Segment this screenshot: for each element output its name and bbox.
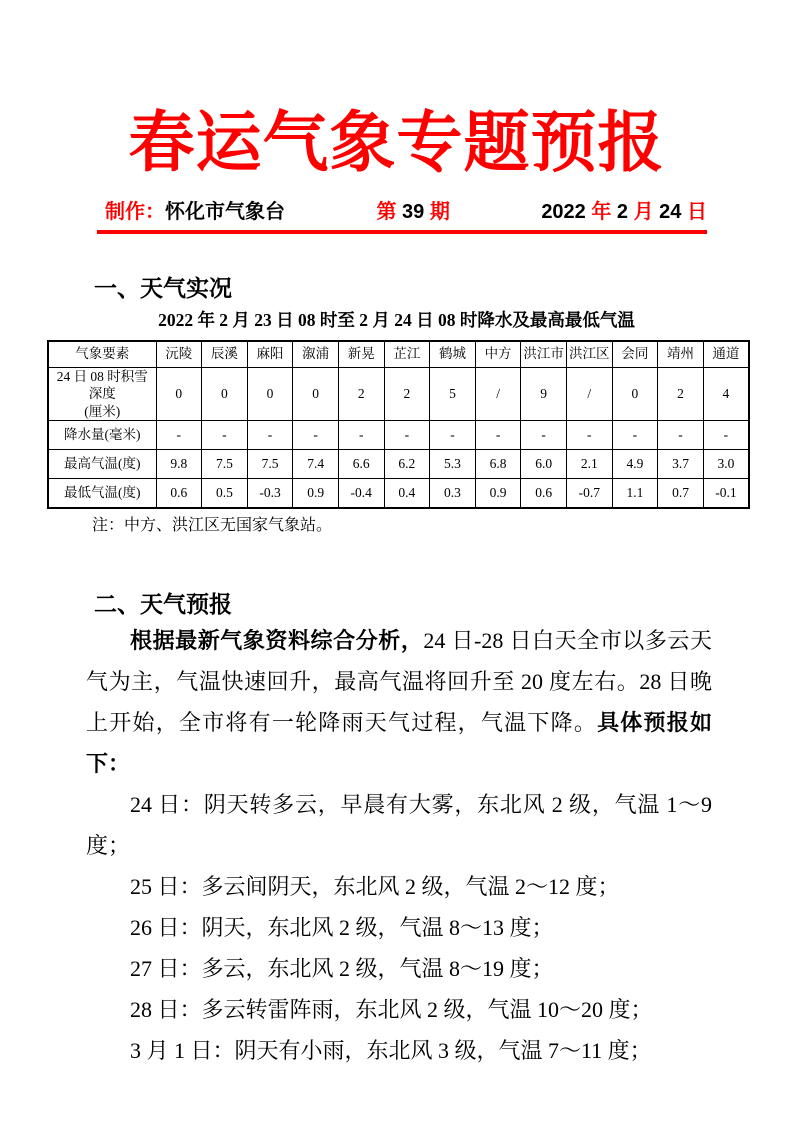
summary-body: 24 日-28 日白天全市以多云天气为主，气温快速回升，最高气温将回升至 20 度左右。28 日晚上开始，全市将有一轮降雨天气过程，气温下降。 [86,628,712,735]
forecast-summary-paragraph [86,620,712,784]
daily-forecast-item: 3 月 1 日：阴天有小雨，东北风 3 级，气温 7～11 度； [130,1038,652,1063]
column-header-station: 辰溪 [202,341,248,367]
table-row [48,367,749,421]
table-cell: 1.1 [612,479,658,508]
weather-table [47,340,750,509]
table-cell: 0.7 [658,479,704,508]
daily-forecast-list [86,784,712,1071]
section2-heading: 二、天气预报 [94,591,232,617]
table-cell: -0.7 [566,479,612,508]
daily-forecast-item: 24 日：阴天转多云，早晨有大雾，东北风 2 级，气温 1～9 度； [86,792,712,858]
date-month-unit: 月 [633,201,654,223]
table-cell: 6.6 [338,450,384,479]
document-title: 春运气象专题预报 [128,107,665,180]
daily-forecast-item: 26 日：阴天，东北风 2 级，气温 8～13 度； [130,915,554,940]
table-cell: - [475,421,521,450]
column-header-station: 溆浦 [293,341,339,367]
table-cell: / [475,367,521,421]
column-header-station: 通道 [703,341,749,367]
table-cell: 0.4 [384,479,430,508]
summary-tail: 具体预报如下： [86,710,712,776]
column-header-station: 新晃 [338,341,384,367]
table-cell: -0.1 [703,479,749,508]
date-month: 2 [611,201,634,223]
column-header-station: 麻阳 [247,341,293,367]
table-cell: 2 [658,367,704,421]
table-cell: 7.5 [202,450,248,479]
table-cell: 0 [612,367,658,421]
table-cell: 6.2 [384,450,430,479]
date-day: 24 [653,201,687,223]
table-cell: 6.0 [521,450,567,479]
table-cell: 2 [384,367,430,421]
date-year-unit: 年 [591,201,612,223]
daily-forecast-item: 25 日：多云间阴天，东北风 2 级，气温 2～12 度； [130,874,620,899]
column-header-station: 鹤城 [430,341,476,367]
table-cell: 2.1 [566,450,612,479]
table-cell: - [338,421,384,450]
table-cell: 0 [156,367,202,421]
column-header-station: 洪江市 [521,341,567,367]
table-cell: 0.6 [156,479,202,508]
column-header-station: 芷江 [384,341,430,367]
table-cell: 0.3 [430,479,476,508]
table-cell: 0.5 [202,479,248,508]
table-cell: 7.4 [293,450,339,479]
table-cell: 5.3 [430,450,476,479]
table-cell: - [202,421,248,450]
summary-lead: 根据最新气象资料综合分析， [130,628,424,653]
table-row [48,421,749,450]
table-cell: - [293,421,339,450]
date-day-unit: 日 [686,201,707,223]
table-cell: -0.3 [247,479,293,508]
row-label: 降水量(毫米) [48,421,156,450]
column-header-station: 会同 [612,341,658,367]
table-row [48,479,749,508]
issue-number [376,200,449,225]
table-cell: - [612,421,658,450]
table-cell: 6.8 [475,450,521,479]
table-cell: 0 [293,367,339,421]
table-cell: - [430,421,476,450]
table-cell: 0 [247,367,293,421]
column-header-element: 气象要素 [48,341,156,367]
table-cell: 4.9 [612,450,658,479]
table-cell: 0.6 [521,479,567,508]
table-cell: - [384,421,430,450]
producer [105,200,285,225]
header-divider-rule [97,230,707,234]
row-label: 最低气温(度) [48,479,156,508]
table-cell: - [566,421,612,450]
table-cell: 5 [430,367,476,421]
table-cell: 7.5 [247,450,293,479]
table-cell: - [156,421,202,450]
row-label: 24 日 08 时积雪深度 (厘米) [48,367,156,421]
table-cell: - [658,421,704,450]
column-header-station: 中方 [475,341,521,367]
issue-date [541,200,707,225]
daily-forecast-item: 27 日：多云，东北风 2 级，气温 8～19 度； [130,956,554,981]
column-header-station: 洪江区 [566,341,612,367]
table-row [48,450,749,479]
producer-name: 怀化市气象台 [165,201,285,223]
table-cell: 9.8 [156,450,202,479]
table-note: 注：中方、洪江区无国家气象站。 [92,517,333,534]
table-cell: - [247,421,293,450]
table-cell: 0.9 [475,479,521,508]
table-cell: / [566,367,612,421]
issue-value: 39 [402,201,425,223]
issue-suffix: 期 [424,201,450,223]
table-cell: - [521,421,567,450]
table-header-row [48,341,749,367]
row-label: 最高气温(度) [48,450,156,479]
column-header-station: 沅陵 [156,341,202,367]
column-header-station: 靖州 [658,341,704,367]
table-cell: -0.4 [338,479,384,508]
section1-heading: 一、天气实况 [94,275,232,301]
date-year: 2022 [541,201,592,223]
table-cell: 0 [202,367,248,421]
table-cell: 0.9 [293,479,339,508]
table-cell: - [703,421,749,450]
producer-label: 制作： [105,201,165,223]
table-cell: 4 [703,367,749,421]
table-cell: 2 [338,367,384,421]
issue-prefix: 第 [376,201,403,223]
masthead [105,200,707,225]
table-cell: 3.0 [703,450,749,479]
forecast-text-block [86,620,712,1071]
table-cell: 3.7 [658,450,704,479]
table-cell: 9 [521,367,567,421]
daily-forecast-item: 28 日：多云转雷阵雨，东北风 2 级，气温 10～20 度； [130,997,653,1022]
weather-table-title: 2022 年 2 月 23 日 08 时至 2 月 24 日 08 时降水及最高最低气温 [158,310,635,330]
